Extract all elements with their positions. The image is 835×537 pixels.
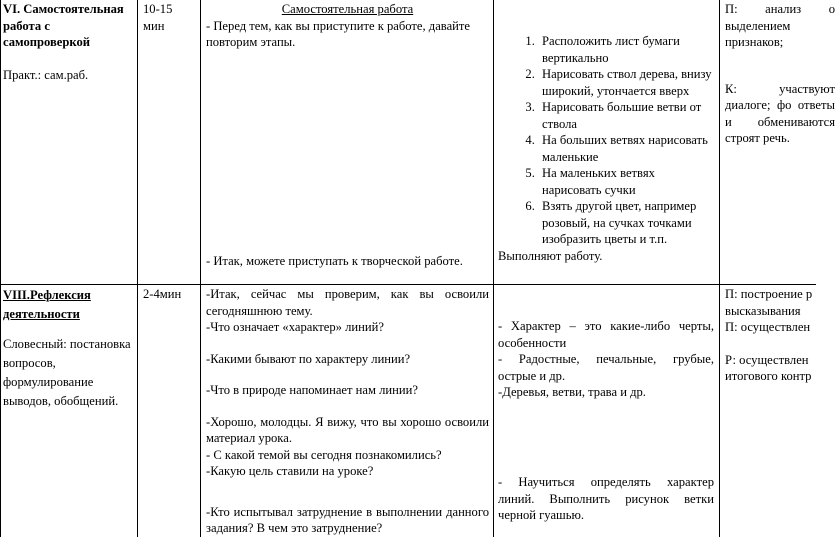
uud-p1: П: построение р высказывания [725,287,813,318]
uud-p2: П: осуществлен [725,320,811,334]
teacher-line: -Какую цель ставили на уроке? [206,464,374,478]
list-item: 2. Нарисовать ствол дерева, внизу широкий, утончается вверх [538,66,714,99]
students-cell [498,474,714,524]
teacher-line: -Что в природе напоминает нам линии? [206,383,418,397]
teacher-intro: - Перед тем, как вы приступите к работе, давайте повторим этапы. [206,18,471,49]
time-value: 2-4мин [143,287,182,301]
student-answer: -Деревья, ветви, трава и др. [498,385,646,399]
teacher-cell [206,286,489,537]
time-cell [143,1,193,34]
time-value: 10-15 мин [143,2,173,33]
uud-p: П: анализ о выделением признаков; [725,2,835,49]
table-border-left [0,0,1,537]
teacher-line: -Итак, сейчас мы проверим, как вы освоили сегодняшнюю тему. [206,287,489,318]
column-divider [200,0,201,537]
stage-cell [3,1,135,83]
teacher-line: -Кто испытывал затруднение в выполнении данного задания? В чем это затруднение? [206,504,489,535]
uud-cell [725,1,835,147]
stage-method: Практ.: сам.раб. [3,67,89,82]
students-cell [498,33,714,264]
uud-k: К: участвуют диалоге; фо ответы и обмениваются строят речь. [725,81,835,145]
steps-list [498,33,714,248]
uud-cell [725,286,835,385]
teacher-line: -Хорошо, молодцы. Я вижу, что вы хорошо освоили материал урока. [206,414,489,445]
teacher-cell [206,1,489,51]
teacher-outro: - Итак, можете приступать к творческой работе. [206,254,463,268]
row-divider [0,284,816,285]
column-divider [493,0,494,537]
stage-method: Словесный: постановка вопросов, формулирование выводов, обобщений. [3,337,131,408]
list-item: 1. Расположить лист бумаги вертикально [538,33,714,66]
list-item: 3. Нарисовать большие ветви от ствола [538,99,714,132]
teacher-outro-cell [206,253,489,270]
list-item: 6. Взять другой цвет, например розовый, на сучках точками изобразить цветы и т.п. [538,198,714,248]
list-item: 5. На маленьких ветвях нарисовать сучки [538,165,714,198]
list-item: 4. На больших ветвях нарисовать маленькие [538,132,714,165]
students-cell [498,318,714,401]
uud-r: Р: осуществлен итогового контр [725,352,812,383]
students-result: Выполняют работу. [498,248,603,263]
stage-title: VIII.Рефлексия деятельности [3,288,91,321]
time-cell [143,286,195,303]
column-divider [137,0,138,537]
student-answer: - Характер – это какие-либо черты, особенности [498,319,714,350]
teacher-heading: Самостоятельная работа [281,2,414,16]
stage-title: VI. Самостоятельная работа с самопроверкой [3,2,124,49]
teacher-line: -Какими бывают по характеру линии? [206,351,411,366]
stage-cell [3,286,135,411]
teacher-line: -Что означает «характер» линий? [206,320,384,334]
column-divider [719,0,720,537]
student-answer: - Научиться определять характер линий. Выполнить рисунок ветки черной гуашью. [498,475,714,522]
teacher-line: - С какой темой вы сегодня познакомились? [206,447,442,462]
student-answer: - Радостные, печальные, грубые, острые и др. [498,352,714,383]
